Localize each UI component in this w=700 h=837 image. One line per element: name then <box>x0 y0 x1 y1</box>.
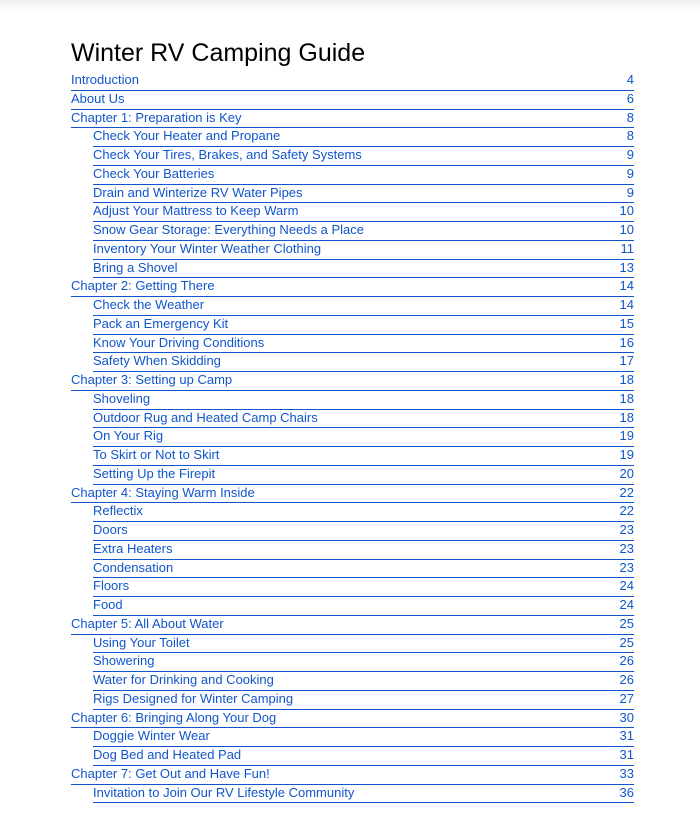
toc-entry-label: Extra Heaters <box>93 540 173 556</box>
toc-section-link[interactable] <box>93 447 634 466</box>
document-page <box>71 38 634 803</box>
toc-page-number: 31 <box>619 728 634 744</box>
toc-section-link[interactable] <box>93 185 634 204</box>
toc-page-number: 33 <box>619 765 634 781</box>
toc-section-link[interactable] <box>93 635 634 654</box>
toc-chapter-link[interactable] <box>71 766 634 785</box>
toc-chapter-link[interactable] <box>71 372 634 391</box>
toc-page-number: 18 <box>619 390 634 406</box>
toc-page-number: 22 <box>619 484 634 500</box>
toc-entry-label: Setting Up the Firepit <box>93 465 216 481</box>
toc-entry-label: Using Your Toilet <box>93 634 190 650</box>
toc-chapter-link[interactable] <box>71 485 634 504</box>
toc-page-number: 26 <box>619 653 634 669</box>
toc-entry-label: Bring a Shovel <box>93 259 178 275</box>
toc-entry-label: Snow Gear Storage: Everything Needs a Place <box>93 222 364 237</box>
toc-chapter-link[interactable] <box>71 278 634 297</box>
toc-section-link[interactable] <box>93 335 634 354</box>
toc-page-number: 23 <box>619 540 634 556</box>
toc-entry-label: Water for Drinking and Cooking <box>93 672 274 687</box>
toc-entry-label: Chapter 1: Preparation is Key <box>71 109 242 125</box>
toc-entry-label: Chapter 6: Bringing Along Your Dog <box>71 709 277 725</box>
toc-entry-label: Check Your Heater and Propane <box>93 128 281 144</box>
toc-page-number: 26 <box>619 672 634 687</box>
toc-entry-label: To Skirt or Not to Skirt <box>93 447 220 462</box>
toc-section-link[interactable] <box>93 503 634 522</box>
table-of-contents <box>71 72 634 803</box>
toc-entry-label: Doors <box>93 522 128 537</box>
toc-section-link[interactable] <box>93 147 634 166</box>
toc-section-link[interactable] <box>93 166 634 185</box>
toc-page-number: 36 <box>619 784 634 800</box>
toc-page-number: 13 <box>619 259 634 275</box>
toc-page-number: 4 <box>626 72 634 87</box>
toc-page-number: 18 <box>619 372 634 387</box>
toc-entry-label: About Us <box>71 90 125 106</box>
toc-section-link[interactable] <box>93 203 634 222</box>
toc-section-link[interactable] <box>93 391 634 410</box>
toc-entry-label: Inventory Your Winter Weather Clothing <box>93 240 322 256</box>
toc-chapter-link[interactable] <box>71 91 634 110</box>
toc-entry-label: Chapter 4: Staying Warm Inside <box>71 484 255 500</box>
toc-page-number: 27 <box>619 690 634 706</box>
toc-section-link[interactable] <box>93 410 634 429</box>
toc-entry-label: Check the Weather <box>93 297 205 312</box>
toc-page-number: 23 <box>619 522 634 537</box>
toc-page-number: 31 <box>619 747 634 762</box>
toc-section-link[interactable] <box>93 691 634 710</box>
toc-page-number: 6 <box>626 90 634 106</box>
toc-entry-label: Chapter 3: Setting up Camp <box>71 372 233 387</box>
toc-page-number: 9 <box>626 165 634 181</box>
toc-page-number: 25 <box>619 634 634 650</box>
toc-page-number: 9 <box>626 147 634 162</box>
toc-entry-label: Floors <box>93 578 130 594</box>
toc-page-number: 15 <box>619 315 634 331</box>
toc-section-link[interactable] <box>93 466 634 485</box>
toc-page-number: 24 <box>619 597 634 612</box>
toc-entry-label: Check Your Batteries <box>93 165 215 181</box>
toc-page-number: 8 <box>626 109 634 125</box>
toc-chapter-link[interactable] <box>71 72 634 91</box>
toc-page-number: 25 <box>619 615 634 631</box>
toc-section-link[interactable] <box>93 672 634 691</box>
toc-entry-label: Shoveling <box>93 390 151 406</box>
toc-page-number: 19 <box>619 447 634 462</box>
toc-section-link[interactable] <box>93 560 634 579</box>
toc-page-number: 20 <box>619 465 634 481</box>
toc-entry-label: Doggie Winter Wear <box>93 728 210 744</box>
toc-page-number: 18 <box>619 409 634 425</box>
toc-section-link[interactable] <box>93 428 634 447</box>
toc-entry-label: Outdoor Rug and Heated Camp Chairs <box>93 409 318 425</box>
toc-entry-label: Introduction <box>71 72 139 87</box>
toc-page-number: 30 <box>619 709 634 725</box>
toc-chapter-link[interactable] <box>71 616 634 635</box>
toc-section-link[interactable] <box>93 241 634 260</box>
toc-page-number: 23 <box>619 559 634 575</box>
toc-section-link[interactable] <box>93 541 634 560</box>
toc-entry-label: Invitation to Join Our RV Lifestyle Community <box>93 784 355 800</box>
toc-section-link[interactable] <box>93 522 634 541</box>
toc-entry-label: Adjust Your Mattress to Keep Warm <box>93 203 299 219</box>
toc-chapter-link[interactable] <box>71 710 634 729</box>
toc-section-link[interactable] <box>93 353 634 372</box>
toc-entry-label: Chapter 5: All About Water <box>71 615 224 631</box>
toc-page-number: 8 <box>626 128 634 144</box>
toc-entry-label: Condensation <box>93 559 174 575</box>
toc-page-number: 11 <box>620 240 634 256</box>
toc-entry-label: Food <box>93 597 123 612</box>
toc-section-link[interactable] <box>93 222 634 241</box>
toc-entry-label: Showering <box>93 653 155 669</box>
toc-entry-label: On Your Rig <box>93 428 164 444</box>
toc-page-number: 17 <box>619 353 634 369</box>
toc-section-link[interactable] <box>93 728 634 747</box>
toc-page-number: 10 <box>619 222 634 237</box>
toc-entry-label: Chapter 7: Get Out and Have Fun! <box>71 765 270 781</box>
toc-entry-label: Reflectix <box>93 503 143 519</box>
toc-chapter-link[interactable] <box>71 110 634 129</box>
toc-section-link[interactable] <box>93 597 634 616</box>
toc-page-number: 9 <box>626 184 634 200</box>
toc-section-link[interactable] <box>93 316 634 335</box>
top-shadow-bar <box>0 0 700 12</box>
toc-entry-label: Drain and Winterize RV Water Pipes <box>93 184 303 200</box>
toc-entry-label: Check Your Tires, Brakes, and Safety Systems <box>93 147 362 162</box>
toc-section-link[interactable] <box>93 578 634 597</box>
toc-page-number: 24 <box>619 578 634 594</box>
toc-entry-label: Dog Bed and Heated Pad <box>93 747 242 762</box>
document-title: Winter RV Camping Guide <box>71 39 366 67</box>
toc-section-link[interactable] <box>93 297 634 316</box>
toc-section-link[interactable] <box>93 260 634 279</box>
toc-page-number: 19 <box>619 428 634 444</box>
toc-section-link[interactable] <box>93 653 634 672</box>
toc-section-link[interactable] <box>93 747 634 766</box>
toc-page-number: 14 <box>619 297 634 312</box>
toc-entry-label: Know Your Driving Conditions <box>93 334 265 350</box>
toc-page-number: 22 <box>619 503 634 519</box>
toc-entry-label: Safety When Skidding <box>93 353 221 369</box>
toc-page-number: 14 <box>619 278 634 294</box>
toc-entry-label: Pack an Emergency Kit <box>93 315 229 331</box>
toc-entry-label: Chapter 2: Getting There <box>71 278 215 294</box>
toc-section-link[interactable] <box>93 785 634 804</box>
toc-page-number: 16 <box>619 334 634 350</box>
toc-entry-label: Rigs Designed for Winter Camping <box>93 690 294 706</box>
toc-section-link[interactable] <box>93 128 634 147</box>
toc-page-number: 10 <box>619 203 634 219</box>
